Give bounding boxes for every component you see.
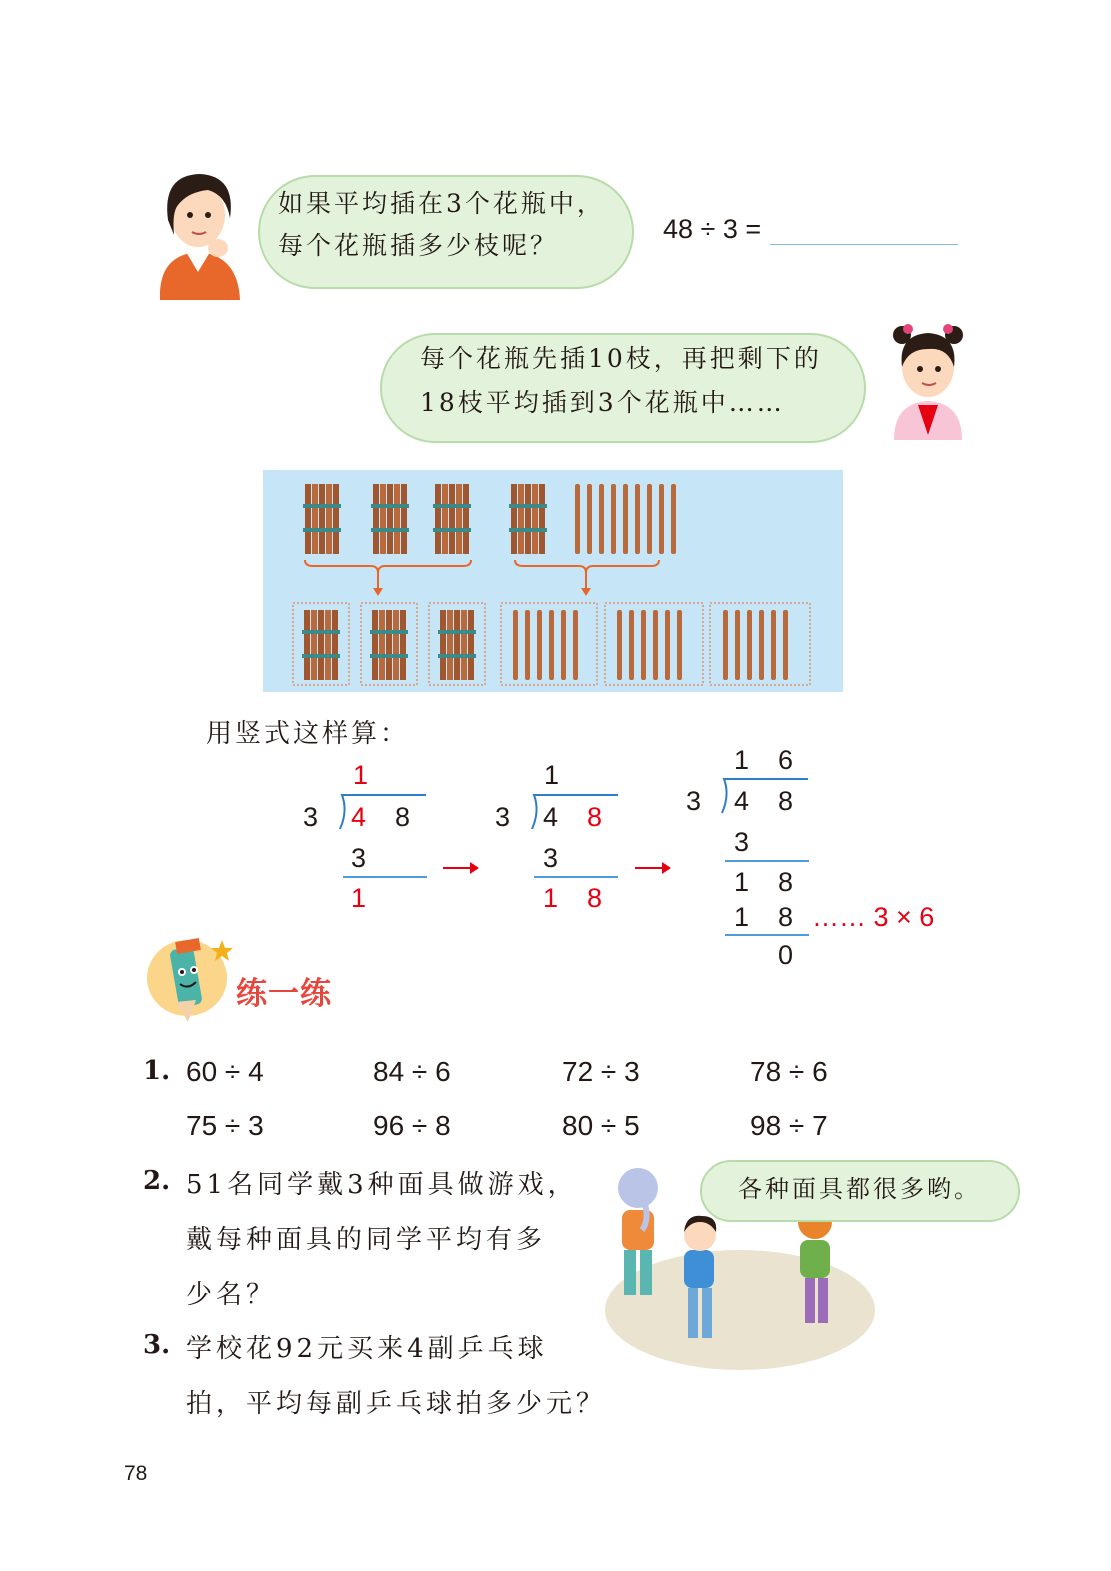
step1-dividend-ones: 8 — [395, 802, 411, 832]
q2-line-1: 51名同学戴3种面具做游戏， — [186, 1170, 578, 1200]
q1-item-1: 60 ÷ 4 — [186, 1056, 264, 1087]
step1-bracket — [330, 793, 426, 833]
step2-remainder-ones: 8 — [587, 883, 603, 913]
step3-quotient-ones: 6 — [778, 745, 794, 775]
division-equation: 48 ÷ 3 = — [663, 214, 762, 244]
answer-blank-line — [770, 244, 958, 245]
step2-divisor: 3 — [495, 802, 511, 832]
step1-line — [343, 876, 427, 878]
step2-dividend-ones: 8 — [587, 802, 603, 832]
practice-title: 练一练 — [236, 976, 332, 1012]
step2-dividend-tens: 4 — [543, 802, 559, 832]
step1-quotient: 1 — [353, 760, 369, 790]
girl-bubble-line2: 18枝平均插到3个花瓶中…… — [420, 388, 785, 417]
kids-bubble-text: 各种面具都很多哟。 — [738, 1175, 981, 1203]
step1-divisor: 3 — [303, 802, 319, 832]
question-2-number: 2. — [143, 1166, 171, 1196]
q2-line-2: 戴每种面具的同学平均有多 — [186, 1225, 547, 1255]
question-3-number: 3. — [143, 1330, 171, 1360]
teacher-bubble-line2: 每个花瓶插多少枝呢？ — [278, 231, 559, 260]
step3-dividend-tens: 4 — [734, 786, 750, 816]
step1-remainder: 1 — [351, 883, 367, 913]
q3-line-2: 拍，平均每副乒乓球拍多少元？ — [186, 1389, 607, 1419]
step2-quotient: 1 — [544, 760, 560, 790]
step3-prod2-ones: 8 — [778, 902, 794, 932]
step3-line1 — [725, 860, 809, 862]
q3-line-1: 学校花92元买来4副乒乓球 — [186, 1334, 548, 1364]
step3-mid-tens: 1 — [734, 867, 750, 897]
q1-item-6: 96 ÷ 8 — [373, 1110, 451, 1141]
question-1-number: 1. — [143, 1056, 171, 1086]
arrow-step1-to-step2 — [443, 867, 477, 869]
step3-dividend-ones: 8 — [778, 786, 794, 816]
step2-product: 3 — [543, 843, 559, 873]
girl-illustration — [888, 315, 968, 440]
step3-prod2-tens: 1 — [734, 902, 750, 932]
q2-line-3: 少名？ — [186, 1280, 277, 1310]
step3-note-text: …… 3 × 6 — [812, 902, 935, 932]
step2-line — [534, 876, 618, 878]
arrow-step2-to-step3 — [635, 867, 669, 869]
q1-item-3: 72 ÷ 3 — [562, 1056, 640, 1087]
q1-item-8: 98 ÷ 7 — [750, 1110, 828, 1141]
step3-line2 — [725, 934, 809, 936]
step3-product1: 3 — [734, 827, 750, 857]
page-number: 78 — [124, 1462, 148, 1485]
teacher-illustration — [148, 160, 248, 300]
step3-bracket — [712, 777, 808, 817]
step3-divisor: 3 — [686, 786, 702, 816]
vertical-method-label: 用竖式这样算： — [206, 719, 410, 749]
step3-quotient-tens: 1 — [734, 745, 750, 775]
q1-item-5: 75 ÷ 3 — [186, 1110, 264, 1141]
step2-bracket — [522, 793, 618, 833]
step3-note — [812, 902, 934, 933]
q1-item-4: 78 ÷ 6 — [750, 1056, 828, 1087]
step1-product: 3 — [351, 843, 367, 873]
teacher-bubble-line1: 如果平均插在3个花瓶中， — [278, 189, 605, 218]
q1-item-2: 84 ÷ 6 — [373, 1056, 451, 1087]
sticks-panel — [263, 470, 843, 692]
q1-item-7: 80 ÷ 5 — [562, 1110, 640, 1141]
pencil-mascot-icon — [142, 930, 237, 1025]
step1-dividend-tens: 4 — [351, 802, 367, 832]
step3-mid-ones: 8 — [778, 867, 794, 897]
step2-remainder-tens: 1 — [543, 883, 559, 913]
girl-bubble-line1: 每个花瓶先插10枝，再把剩下的 — [420, 344, 822, 373]
step3-final: 0 — [778, 940, 794, 970]
